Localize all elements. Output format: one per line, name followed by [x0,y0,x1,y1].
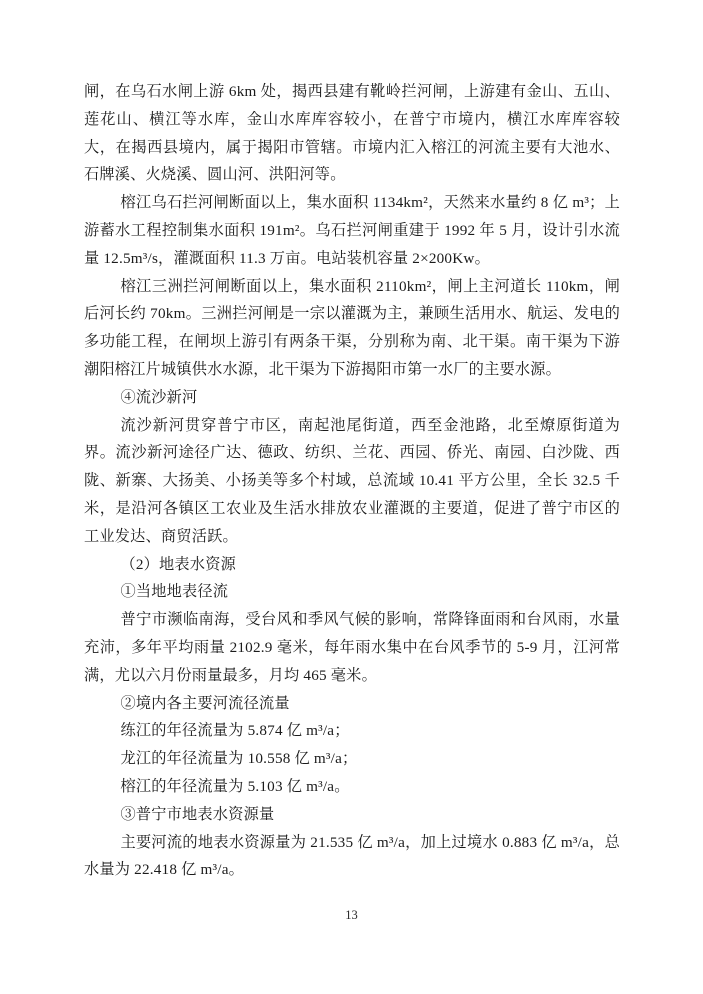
line-lianjiang-runoff: 练江的年径流量为 5.874 亿 m³/a； [120,722,350,740]
page-number: 13 [345,908,358,922]
paragraph-total-water-volume: 主要河流的地表水资源量为 21.535 亿 m³/a，加上过境水 0.883 亿 m³/a，总水量为 22.418 亿 m³/a。 [84,833,620,879]
document-body [84,78,620,884]
line-longjiang-runoff: 龙江的年径流量为 10.558 亿 m³/a； [120,750,358,768]
paragraph-liusha-new-river: 流沙新河贯穿普宁市区，南起池尾街道，西至金池路，北至燎原街道为界。流沙新河途径广达、德政、纺织、兰花、西园、侨光、南园、白沙陇、西陇、新寨、大扬美、小扬美等多个村域，总流域 10.41 平方公里，全长 32.5 千米，是沿河各镇区工农业及生活水排放农业灌溉的主要道，促进了普宁市区的工业发达、商贸活跃。 [84,416,620,545]
paragraph-rongjiang-wushi-gate: 榕江乌石拦河闸断面以上，集水面积 1134km²，天然来水量约 8 亿 m³；上游蓄水工程控制集水面积 191m²。乌石拦河闸重建于 1992 年 5 月，设计引水流量 12.5m³/s，灌溉面积 11.3 万亩。电站装机容量 2×200Kw。 [84,194,620,267]
paragraph-rainfall: 普宁市濒临南海，受台风和季风气候的影响，常降锋面雨和台风雨，水量充沛，多年平均雨量 2102.9 毫米，每年雨水集中在台风季节的 5-9 月，江河常满，尤以六月份雨量最多，月均 465 毫米。 [84,611,620,684]
heading-liusha-new-river: ④流沙新河 [120,388,198,406]
line-rongjiang-runoff: 榕江的年径流量为 5.103 亿 m³/a。 [120,777,350,795]
heading-river-runoff: ②境内各主要河流径流量 [120,694,290,712]
heading-puning-surface-water-total: ③普宁市地表水资源量 [120,805,275,823]
paragraph-rongjiang-sanzhou-gate: 榕江三洲拦河闸断面以上，集水面积 2110km²，闸上主河道长 110km，闸后河长约 70km。三洲拦河闸是一宗以灌溉为主，兼顾生活用水、航运、发电的多功能工程，在闸坝上游引有两条干渠，分别称为南、北干渠。南干渠为下游潮阳榕江片城镇供水水源，北干渠为下游揭阳市第一水厂的主要水源。 [84,277,620,378]
heading-local-surface-runoff: ①当地地表径流 [120,583,229,601]
paragraph-continuation: 闸，在乌石水闸上游 6km 处，揭西县建有靴岭拦河闸，上游建有金山、五山、莲花山、横江等水库，金山水库库容较小，在普宁市境内，横江水库库容较大，在揭西县境内，属于揭阳市管辖。市境内汇入榕江的河流主要有大池水、石牌溪、火烧溪、圆山河、洪阳河等。 [84,83,620,184]
heading-surface-water-resources: （2）地表水资源 [120,555,236,573]
